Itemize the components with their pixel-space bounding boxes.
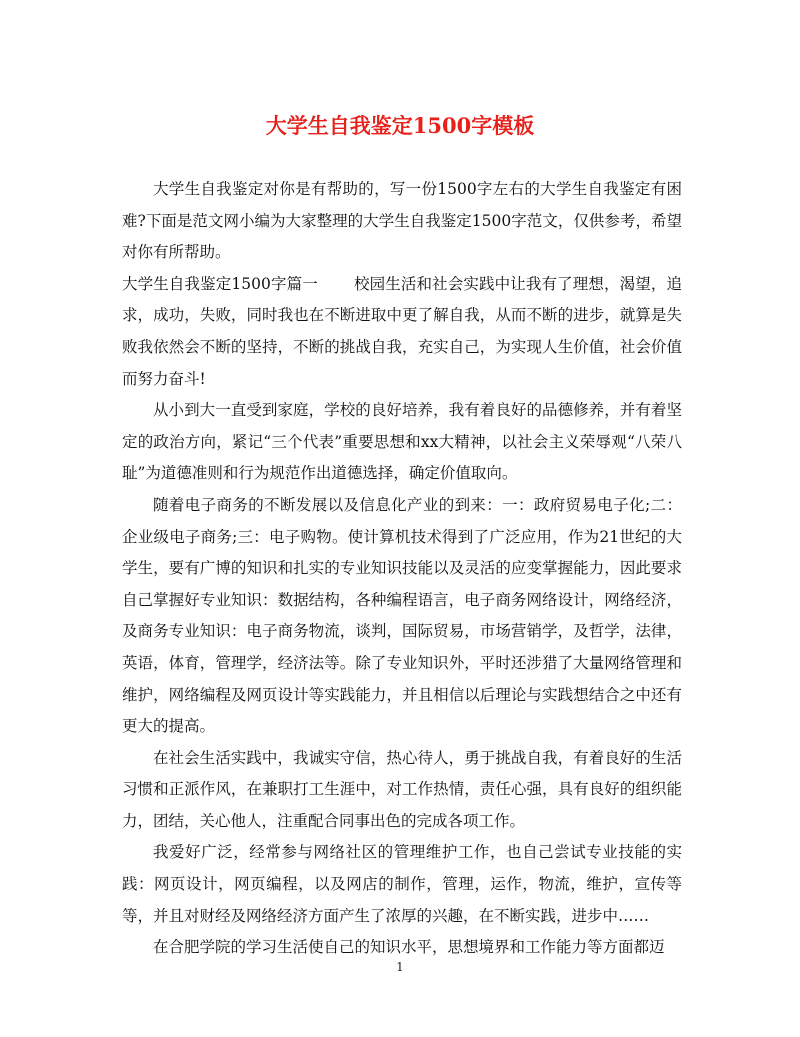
body-paragraph-hefei: 在合肥学院的学习生活使自己的知识水平，思想境界和工作能力等方面都迈	[153, 938, 665, 957]
page-number: 1	[396, 960, 404, 974]
document-body	[122, 174, 682, 964]
body-paragraph-hobbies: 我爱好广泛，经常参与网络社区的管理维护工作，也自己尝试专业技能的实践：网页设计，网页编程，以及网店的制作，管理，运作，物流，维护，宣传等等，并且对财经及网络经济方面产生了浓厚的兴趣，在不断实践，进步中……	[122, 843, 682, 925]
document-title: 大学生自我鉴定1500字模板	[265, 113, 535, 138]
body-paragraph-social-practice: 在社会生活实践中，我诚实守信，热心待人，勇于挑战自我，有着良好的生活习惯和正派作风，在兼职打工生涯中，对工作热情，责任心强，具有良好的组织能力，团结，关心他人，注重配合同事出色的完成各项工作。	[122, 748, 682, 830]
intro-paragraph: 大学生自我鉴定对你是有帮助的，写一份1500字左右的大学生自我鉴定有困难?下面是范文网小编为大家整理的大学生自我鉴定1500字范文，仅供参考，希望对你有所帮助。	[122, 180, 682, 262]
section-one-paragraph	[122, 269, 682, 395]
section-first-text: 校园生活和社会实践中让我有了理想，渴望，追求，成功，失败，同时我也在不断进取中更了解自我，从而不断的进步，就算是失败我依然会不断的坚持，不断的挑战自我，充实自己，为实现人生价值，社会价值而努力奋斗!	[122, 274, 682, 388]
body-paragraph-values: 从小到大一直受到家庭，学校的良好培养，我有着良好的品德修养，并有着坚定的政治方向，紧记“三个代表”重要思想和xx大精神，以社会主义荣辱观“八荣八耻”为道德准则和行为规范作出道德选择，确定价值取向。	[122, 401, 682, 483]
body-paragraph-ecommerce: 随着电子商务的不断发展以及信息化产业的到来：一：政府贸易电子化;二：企业级电子商务;三：电子购物。使计算机技术得到了广泛应用，作为21世纪的大学生，要有广博的知识和扎实的专业知识技能以及灵活的应变掌握能力，因此要求自己掌握好专业知识：数据结构，各种编程语言，电子商务网络设计，网络经济，及商务专业知识：电子商务物流，谈判，国际贸易，市场营销学，及哲学，法律，英语，体育，管理学，经济法等。除了专业知识外，平时还涉猎了大量网络管理和维护，网络编程及网页设计等实践能力，并且相信以后理论与实践想结合之中还有更大的提高。	[122, 495, 682, 736]
section-heading: 大学生自我鉴定1500字篇一	[122, 274, 318, 293]
